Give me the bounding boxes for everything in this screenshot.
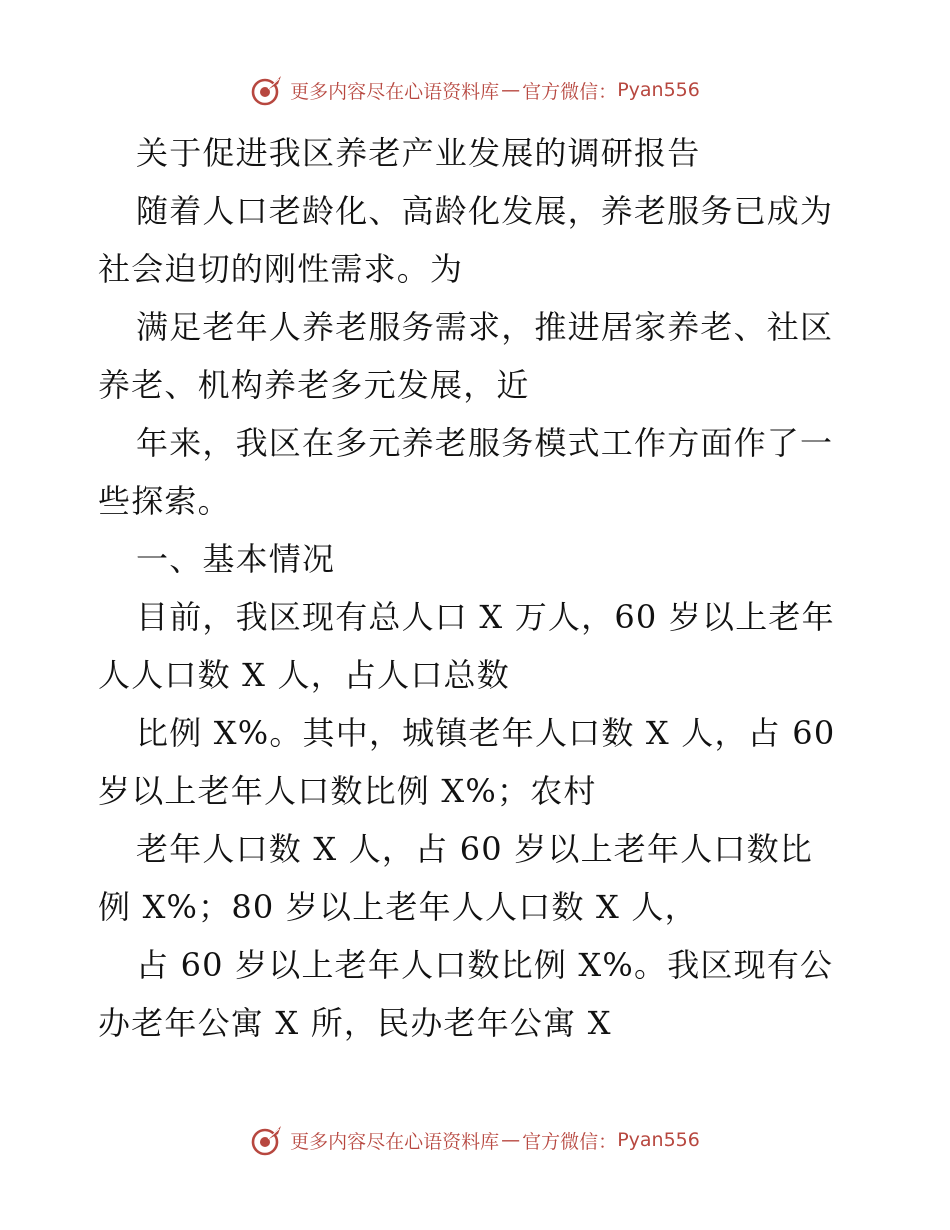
footer-watermark xyxy=(0,1120,950,1160)
wechat-id: Pyan556 xyxy=(617,1129,700,1151)
text-line: 年来，我区在多元养老服务模式工作方面作了一 xyxy=(136,424,834,462)
section-heading: 一、基本情况 xyxy=(136,540,336,578)
document-body xyxy=(98,124,858,1052)
separator-dash: — xyxy=(501,1129,521,1151)
site-text: 更多内容尽在心语资料库 xyxy=(290,80,500,103)
text-line: 社会迫切的刚性需求。为 xyxy=(98,250,464,288)
text-line: 目前，我区现有总人口 X 万人，60 岁以上老年 xyxy=(136,598,835,636)
text-line: 例 X%；80 岁以上老年人人口数 X 人， xyxy=(98,888,698,926)
text-line: 老年人口数 X 人，占 60 岁以上老年人口数比 xyxy=(136,830,813,868)
document-title: 关于促进我区养老产业发展的调研报告 xyxy=(136,134,701,172)
wechat-id: Pyan556 xyxy=(617,79,700,101)
quill-pen-logo-icon xyxy=(250,73,284,107)
text-line: 随着人口老龄化、高龄化发展，养老服务已成为 xyxy=(136,192,834,230)
header-watermark xyxy=(0,70,950,110)
text-line: 占 60 岁以上老年人口数比例 X%。我区现有公 xyxy=(136,946,834,984)
text-line: 满足老年人养老服务需求，推进居家养老、社区 xyxy=(136,308,834,346)
text-line: 岁以上老年人口数比例 X%；农村 xyxy=(98,772,597,810)
text-line: 些探索。 xyxy=(98,482,231,520)
text-line: 办老年公寓 X 所，民办老年公寓 X xyxy=(98,1004,612,1042)
text-line: 人人口数 X 人，占人口总数 xyxy=(98,656,510,694)
text-line: 养老、机构养老多元发展，近 xyxy=(98,366,530,404)
site-text: 更多内容尽在心语资料库 xyxy=(290,1130,500,1153)
text-line: 比例 X%。其中，城镇老年人口数 X 人，占 60 xyxy=(136,714,836,752)
wechat-label: 官方微信： xyxy=(522,80,618,103)
separator-dash: — xyxy=(501,79,521,101)
wechat-label: 官方微信： xyxy=(522,1130,618,1153)
quill-pen-logo-icon xyxy=(250,1123,284,1157)
